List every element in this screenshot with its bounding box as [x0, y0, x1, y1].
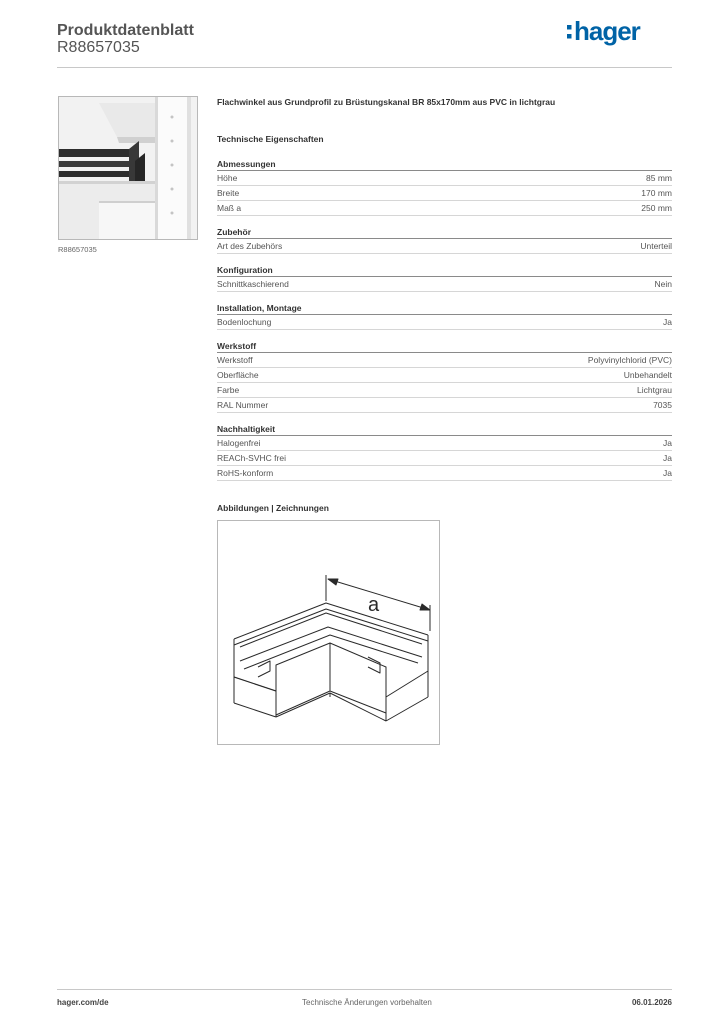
spec-key: Höhe: [217, 173, 238, 183]
spec-value: Lichtgrau: [637, 385, 672, 395]
spec-key: Maß a: [217, 203, 242, 213]
spec-value: 170 mm: [641, 188, 672, 198]
product-code: R88657035: [57, 39, 140, 56]
spec-value: Ja: [663, 453, 672, 463]
spec-group-title: Werkstoff: [217, 340, 672, 353]
spec-group-zubehoer: [217, 226, 672, 254]
logo-wordmark: hager: [574, 16, 640, 46]
spec-row: [217, 171, 672, 186]
spec-value: Unterteil: [640, 241, 672, 251]
spec-group-konfiguration: [217, 264, 672, 292]
footer-date: 06.01.2026: [631, 998, 672, 1007]
product-description: Flachwinkel aus Grundprofil zu Brüstungskanal BR 85x170mm aus PVC in lichtgrau: [217, 97, 556, 107]
spec-group-installation: [217, 302, 672, 330]
spec-key: Halogenfrei: [217, 438, 261, 448]
spec-key: Bodenlochung: [217, 317, 272, 327]
spec-group-title: Abmessungen: [217, 158, 672, 171]
spec-key: Oberfläche: [217, 370, 259, 380]
spec-row: [217, 239, 672, 254]
page-title: Produktdatenblatt: [57, 22, 194, 39]
spec-value: 85 mm: [646, 173, 672, 183]
spec-key: Breite: [217, 188, 240, 198]
spec-group-title: Zubehör: [217, 226, 672, 239]
spec-group-abmessungen: [217, 158, 672, 216]
spec-row: [217, 277, 672, 292]
spec-row: [217, 368, 672, 383]
spec-row: [217, 201, 672, 216]
technical-drawing: [217, 520, 440, 745]
spec-key: Art des Zubehörs: [217, 241, 283, 251]
spec-group-werkstoff: [217, 340, 672, 413]
spec-content: [217, 97, 672, 513]
spec-key: RAL Nummer: [217, 400, 269, 410]
spec-value: Polyvinylchlorid (PVC): [587, 355, 672, 365]
spec-key: Werkstoff: [217, 355, 253, 365]
spec-value: 7035: [653, 400, 672, 410]
spec-key: RoHS-konform: [217, 468, 274, 478]
spec-row: [217, 315, 672, 330]
footer-notice: Technische Änderungen vorbehalten: [302, 998, 432, 1007]
dimension-label: a: [368, 594, 380, 616]
spec-key: REACh-SVHC frei: [217, 453, 286, 463]
spec-value: Unbehandelt: [623, 370, 672, 380]
hager-logo: [566, 16, 658, 48]
images-drawings-title: Abbildungen | Zeichnungen: [217, 503, 329, 513]
photo-caption: R88657035: [58, 245, 97, 254]
footer-website: hager.com/de: [57, 998, 109, 1007]
spec-row: [217, 436, 672, 451]
spec-key: Schnittkaschierend: [217, 279, 289, 289]
spec-value: Ja: [663, 317, 672, 327]
spec-group-title: Konfiguration: [217, 264, 672, 277]
spec-group-nachhaltigkeit: [217, 423, 672, 481]
spec-value: Ja: [663, 468, 672, 478]
spec-row: [217, 353, 672, 368]
spec-row: [217, 383, 672, 398]
spec-value: 250 mm: [641, 203, 672, 213]
spec-value: Nein: [654, 279, 672, 289]
technical-properties-title: Technische Eigenschaften: [217, 134, 324, 144]
spec-group-title: Installation, Montage: [217, 302, 672, 315]
spec-row: [217, 466, 672, 481]
footer-divider: [57, 989, 672, 990]
spec-row: [217, 186, 672, 201]
spec-row: [217, 451, 672, 466]
spec-key: Farbe: [217, 385, 240, 395]
product-photo: [58, 96, 198, 240]
header-divider: [57, 67, 672, 68]
spec-value: Ja: [663, 438, 672, 448]
spec-group-title: Nachhaltigkeit: [217, 423, 672, 436]
spec-row: [217, 398, 672, 413]
